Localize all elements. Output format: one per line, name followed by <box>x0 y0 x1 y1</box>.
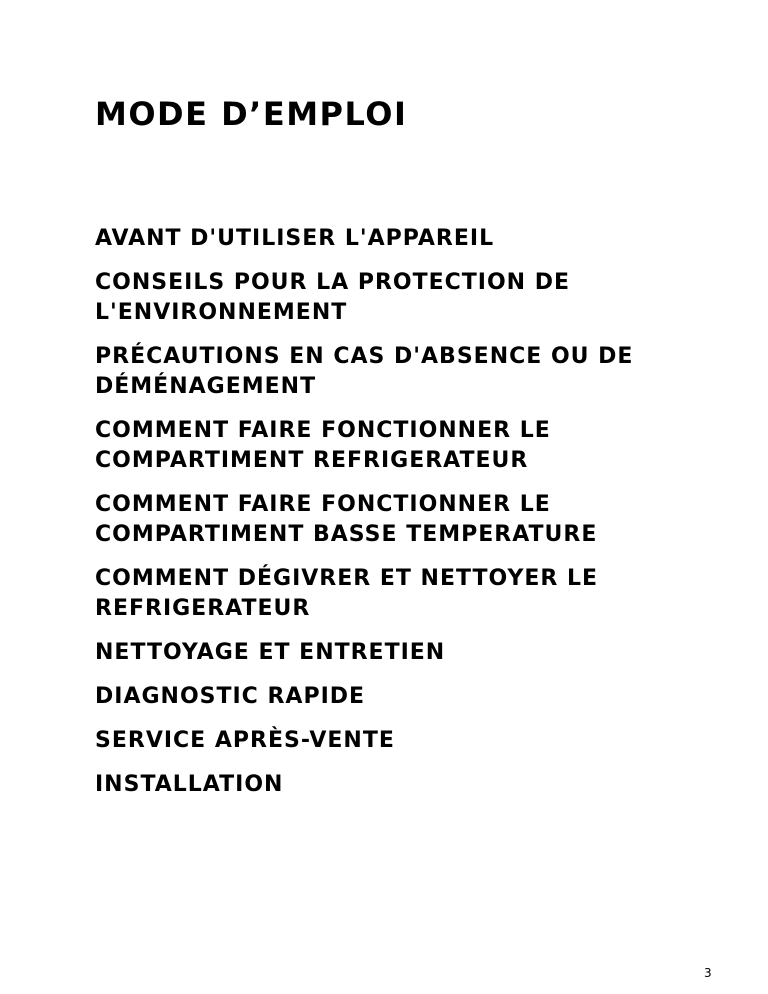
toc-item-installation: INSTALLATION <box>95 772 284 797</box>
toc-item-conseils-environnement: CONSEILS POUR LA PROTECTION DE L'ENVIRONNEMENT <box>95 270 571 325</box>
toc-item-diagnostic-rapide: DIAGNOSTIC RAPIDE <box>95 684 366 709</box>
table-of-contents <box>95 224 715 814</box>
toc-item-degivrer-nettoyer: COMMENT DÉGIVRER ET NETTOYER LE REFRIGERATEUR <box>95 566 599 621</box>
toc-item-avant-utiliser: AVANT D'UTILISER L'APPAREIL <box>95 226 495 251</box>
toc-item-compartiment-basse-temperature: COMMENT FAIRE FONCTIONNER LE COMPARTIMENT BASSE TEMPERATURE <box>95 492 598 547</box>
toc-item-precautions-absence: PRÉCAUTIONS EN CAS D'ABSENCE OU DE DÉMÉNAGEMENT <box>95 344 634 399</box>
toc-item-nettoyage-entretien: NETTOYAGE ET ENTRETIEN <box>95 640 446 665</box>
page-title: MODE D’EMPLOI <box>95 95 408 133</box>
toc-item-service-apres-vente: SERVICE APRÈS-VENTE <box>95 728 395 753</box>
toc-item-compartiment-refrigerateur: COMMENT FAIRE FONCTIONNER LE COMPARTIMENT REFRIGERATEUR <box>95 418 551 473</box>
page-number: 3 <box>704 966 712 980</box>
